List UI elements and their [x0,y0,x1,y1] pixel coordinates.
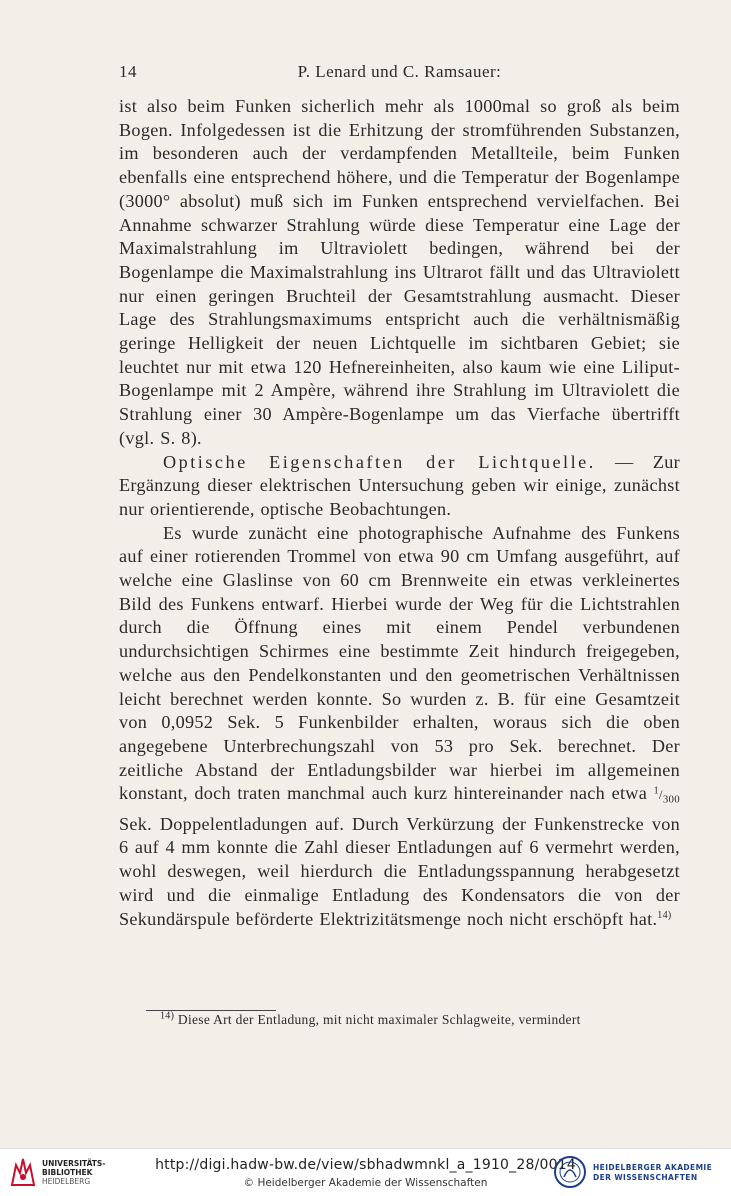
academy-seal-icon [553,1155,587,1189]
running-title: P. Lenard und C. Ramsauer: [297,62,502,81]
academy-line-1: HEIDELBERGER AKADEMIE [593,1163,713,1172]
permalink-url[interactable]: http://digi.hadw-bw.de/view/sbhadwmnkl_a_1910_28/0014 [155,1157,576,1173]
academy-logo[interactable] [553,1155,723,1191]
paragraph-2-text: — Zur Ergänzung dieser elektrischen Untersuchung geben wir einige, zunächst nur orientierende, optische Beobachtungen. [119,451,680,519]
academy-name [593,1163,712,1183]
footnote-reference[interactable]: 14) [657,909,672,921]
copyright-notice: © Heidelberger Akademie der Wissenschaften [243,1177,488,1189]
section-heading: Optische Eigenschaften der Lichtquelle. [163,451,596,472]
running-header [119,62,680,86]
library-line-2: BIBLIOTHEK [42,1168,93,1177]
library-line-3: HEIDELBERG [42,1177,91,1186]
paragraph-3-part2: Sek. Doppelentladungen auf. Durch Verkürzung der Funkenstrecke von 6 auf 4 mm konnte die Zahl dieser Entladungen auf 6 vermehrt werden, wohl deswegen, weil hierdurch die Entladungsspannung herabgesetzt wird und die einmalige Entladung des Kondensators die von der Sekundärspule beförderte Elektrizitätsmenge noch nicht erschöpft hat. [119,813,680,929]
fraction-numerator: 1 [653,786,659,798]
library-line-1: UNIVERSITÄTS- [42,1159,106,1168]
fraction-denominator: 300 [662,793,680,806]
paragraph-3-part1: Es wurde zunächt eine photographische Aufnahme des Funkens auf einer rotierenden Trommel von etwa 90 cm Umfang ausgeführt, auf welche eine Glaslinse von 60 cm Brennweite ein etwas verkleinertes Bild des Funkens entwarf. Hierbei wurde der Weg für die Lichtstrahlen durch die Öffnung eines mit einem Pendel verbundenen undurchsichtigen Schirmes eine bestimmte Zeit hindurch freigegeben, welche aus den Pendelkonstanten und den geometrischen Verhältnissen leicht berechnet werden konnte. So wurden z. B. für eine Gesamtzeit von 0,0952 Sek. 5 Funkenbilder erhalten, woraus sich die oben angegebene Unterbrechungszahl von 53 pro Sek. berechnet. Der zeitliche Abstand der Entladungsbilder war hierbei im allgemeinen konstant, doch traten manchmal auch kurz hintereinander nach etwa [119,522,680,804]
paragraph-1: ist also beim Funken sicherlich mehr als 1000mal so groß als beim Bogen. Infolgedessen ist die Erhitzung der stromführenden Substanzen, im besonderen auch der verdampfenden Metallteile, beim Funken ebenfalls eine entsprechend höhere, und die Temperatur der Bogenlampe (3000° absolut) muß sich im Funken entsprechend vervielfachen. Bei Annahme schwarzer Strahlung würde diese Temperatur eine Lage der Maximalstrahlung im Ultraviolett bedingen, während bei der Bogenlampe die Maximalstrahlung ins Ultrarot fällt und das Ultraviolett nur einen geringen Bruchteil der Gesamtstrahlung ausmacht. Dieser Lage des Strahlungsmaximums entspricht auch die verhältnismäßig geringe Helligkeit der neuen Lichtquelle im sichtbaren Gebiet; sie leuchtet nur mit etwa 120 Hefnereinheiten, also kaum wie eine Liliput-Bogenlampe mit 2 Ampère, während ihre Strahlung im Ultraviolett die Strahlung einer 30 Ampère-Bogenlampe um das Vierfache übertrifft (vgl. S. 8). [119,96,680,448]
footnote [160,1012,680,1028]
academy-line-2: DER WISSENSCHAFTEN [593,1173,698,1182]
viewer-footer [0,1148,731,1196]
page-number: 14 [119,62,137,81]
paragraph-3 [119,522,680,932]
footnote-text: Diese Art der Entladung, mit nicht maximaler Schlagweite, vermindert [174,1012,581,1027]
fraction: $^1/_{300}$ [653,786,680,806]
footnote-marker: 14) [160,1010,175,1022]
body-text [119,95,680,931]
paragraph-2 [119,451,680,522]
